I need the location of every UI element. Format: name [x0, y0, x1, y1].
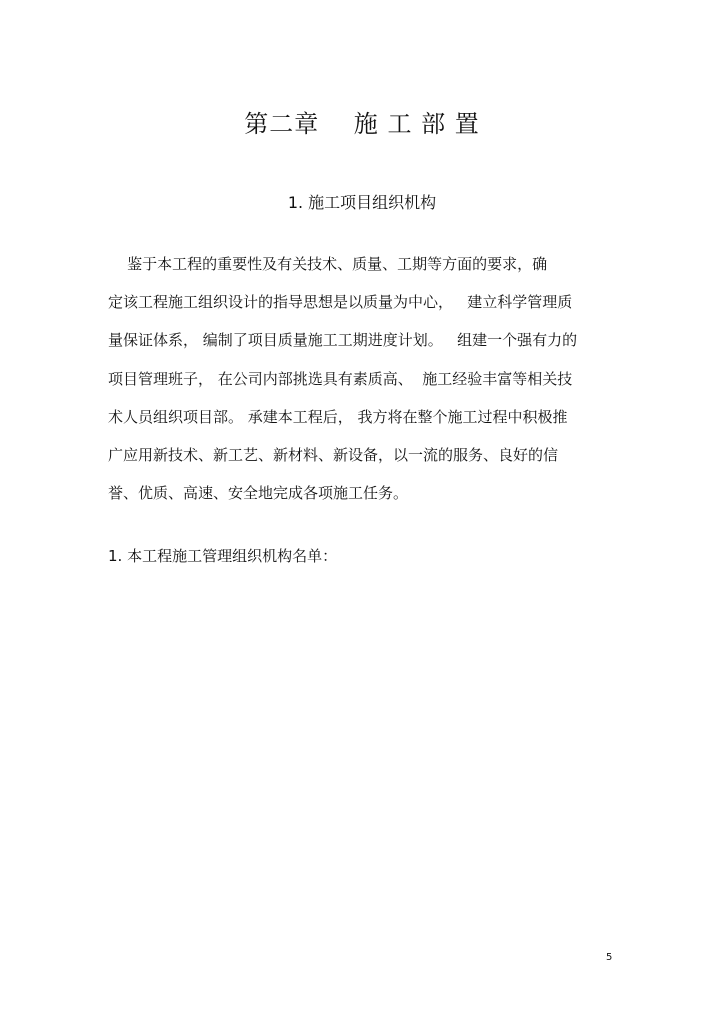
body-paragraph: [108, 252, 618, 519]
chapter-title: 第二章 施 工 部 置: [244, 110, 480, 138]
paragraph-line: 鉴于本工程的重要性及有关技术、质量、工期等方面的要求，确: [108, 255, 548, 273]
paragraph-line: 量保证体系， 编制了项目质量施工工期进度计划。 组建一个强有力的: [108, 331, 578, 350]
page-number: 5: [606, 952, 613, 963]
paragraph-line: 广应用新技术、新工艺、新材料、新设备，以一流的服务、良好的信: [108, 445, 559, 464]
section-heading: 1. 施工项目组织机构: [287, 193, 437, 212]
paragraph-line: 术人员组织项目部。 承建本工程后， 我方将在整个施工过程中积极推: [108, 407, 568, 426]
paragraph-line: 誉、优质、高速、安全地完成各项施工任务。: [108, 484, 409, 503]
paragraph-line: 项目管理班子， 在公司内部挑选具有素质高、 施工经验丰富等相关技: [108, 369, 573, 388]
paragraph-line: 定该工程施工组织设计的指导思想是以质量为中心， 建立科学管理质: [108, 293, 573, 312]
list-heading: 1. 本工程施工管理组织机构名单：: [108, 547, 338, 565]
